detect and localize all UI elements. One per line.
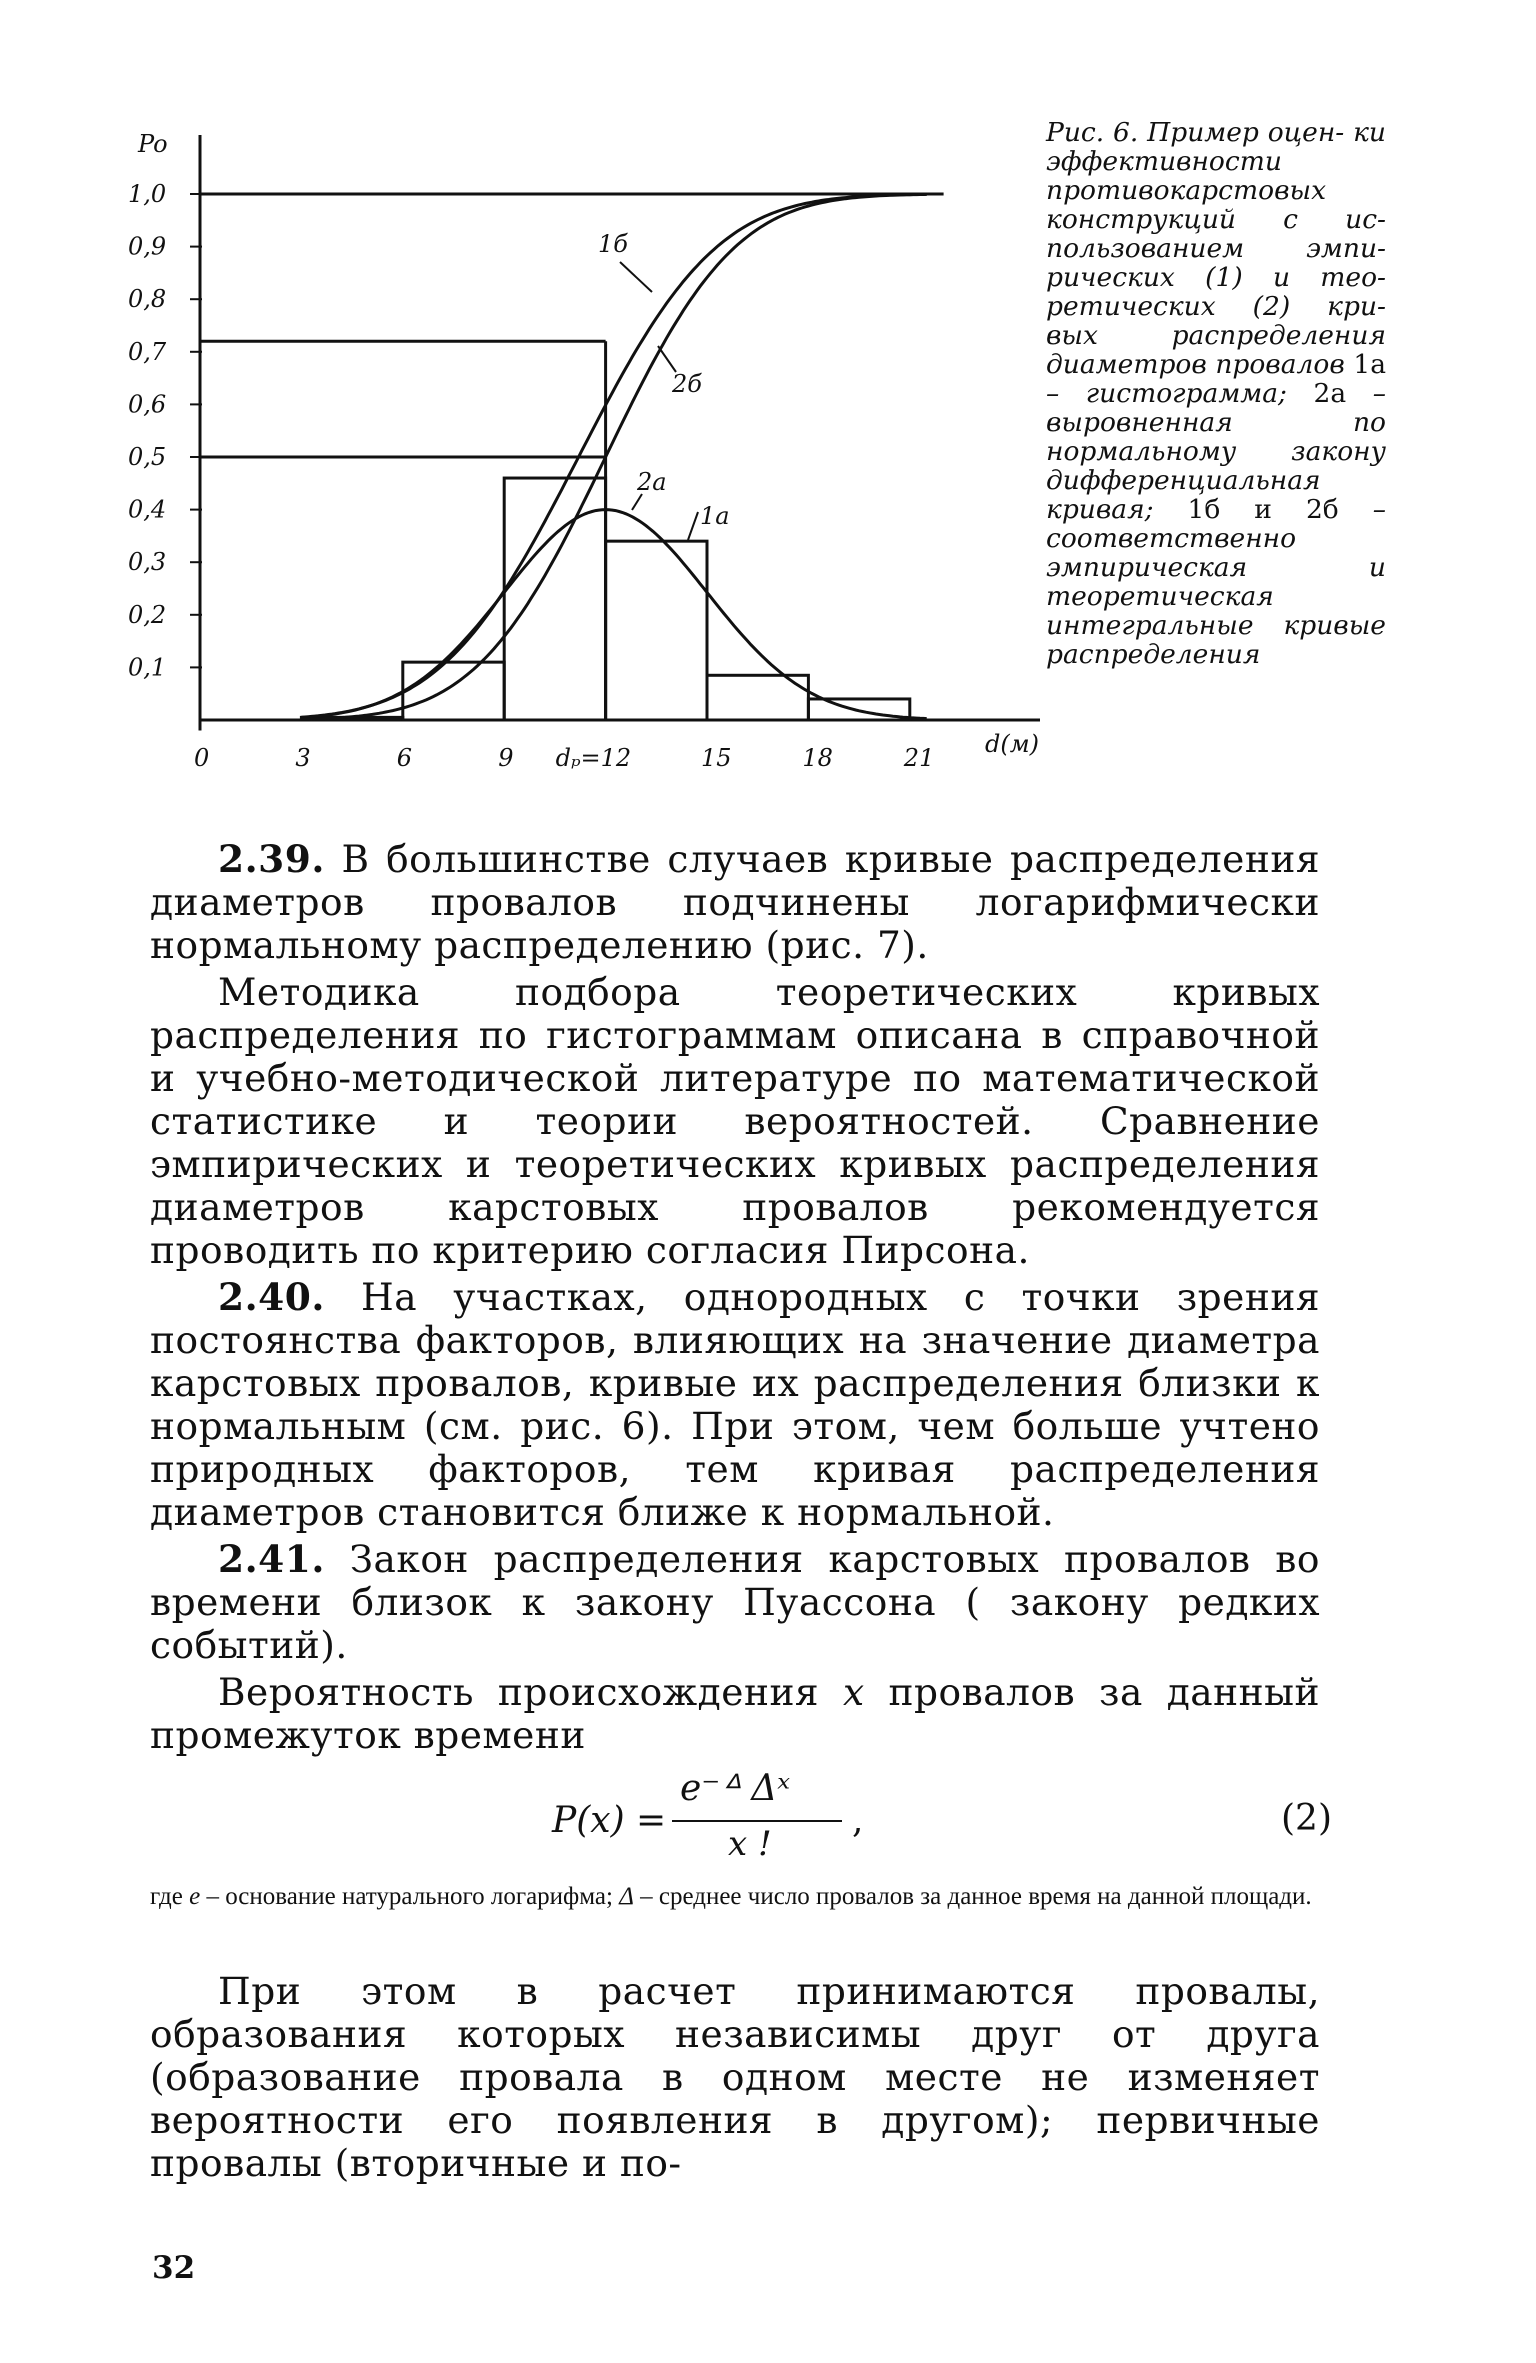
caption-line-2: противокарстовых bbox=[1046, 175, 1327, 206]
section-number: 2.39. bbox=[218, 837, 325, 881]
curve-label-1b: 1б bbox=[598, 230, 628, 258]
y-tick-label: 0,7 bbox=[128, 337, 167, 366]
text-run: Вероятность происхождения bbox=[218, 1670, 843, 1714]
caption-mark-2a: 2а bbox=[1313, 378, 1347, 409]
y-tick-label: 0,9 bbox=[128, 232, 167, 261]
caption-line-6: ретических (2) кри- bbox=[1046, 291, 1386, 322]
body-text-continued bbox=[150, 1970, 1320, 2189]
leader-1a bbox=[688, 512, 698, 540]
y-tick-label: 1,0 bbox=[128, 180, 167, 208]
y-tick-label: 0,2 bbox=[128, 600, 167, 629]
curve-label-2a: 2а bbox=[637, 468, 667, 496]
formula-numerator: e⁻ᐞ Δˣ bbox=[680, 1768, 791, 1809]
y-tick-label: 0,5 bbox=[128, 443, 167, 471]
formula-2 bbox=[552, 1770, 1332, 1880]
x-tick-label: 18 bbox=[802, 744, 833, 772]
symbol-delta: Δ bbox=[619, 1883, 634, 1910]
y-axis-label: Po bbox=[138, 130, 168, 158]
equation-number: (2) bbox=[1281, 1798, 1332, 1839]
variable-x: x bbox=[843, 1670, 865, 1714]
curve-label-2b: 2б bbox=[672, 370, 702, 398]
leader-2a bbox=[632, 494, 642, 510]
x-tick-label: 15 bbox=[701, 744, 732, 772]
x-tick-label: 9 bbox=[498, 744, 514, 772]
leader-1b bbox=[620, 262, 652, 292]
paragraph-text: Закон распределения карстовых провалов во времени близок к закону Пуассона ( закону редких событий). bbox=[150, 1537, 1320, 1667]
footnote bbox=[150, 1882, 1326, 1912]
histogram-bar bbox=[606, 541, 707, 720]
section-number: 2.41. bbox=[218, 1537, 325, 1581]
caption-mark-1b2b: 1б и 2б bbox=[1187, 494, 1339, 525]
text-run: где bbox=[150, 1883, 190, 1910]
paragraph-2-41 bbox=[150, 1538, 1320, 1667]
caption-text-1a: – гистограмма; bbox=[1046, 378, 1287, 409]
caption-line-7: вых распределения bbox=[1046, 320, 1386, 351]
x-tick-label: 21 bbox=[903, 744, 935, 772]
fraction-bar bbox=[672, 1820, 842, 1822]
x-axis-label: d(м) bbox=[985, 730, 1039, 758]
caption-mark-1a: 1а bbox=[1353, 349, 1386, 380]
y-tick-label: 0,1 bbox=[128, 653, 167, 682]
histogram-bar bbox=[403, 662, 504, 720]
paragraph-2-39 bbox=[150, 838, 1320, 967]
formula-denominator: x ! bbox=[728, 1824, 772, 1864]
paragraph-last: При этом в расчет принимаются провалы, образования которых независимы друг от друга (образование провала в одном месте не изменяет вероятности его появления в другом); первичные провалы (вторичные и по- bbox=[150, 1969, 1320, 2185]
text-run: провалов за данный промежуток времени bbox=[150, 1670, 1320, 1757]
caption-text-1b2b: – соответственно эмпирическая и теоретическая интегральные кривые распределения bbox=[1046, 494, 1386, 670]
y-tick-label: 0,4 bbox=[128, 495, 167, 524]
paragraph-text: В большинстве случаев кривые распределения диаметров провалов подчинены логарифмически нормальному распределению (рис. 7). bbox=[150, 837, 1320, 967]
figure-6-chart bbox=[0, 0, 1040, 780]
x-tick-label: dₚ=12 bbox=[555, 744, 632, 772]
symbol-e: e bbox=[189, 1883, 201, 1910]
curve-label-1a: 1а bbox=[700, 502, 730, 530]
histogram-bar bbox=[504, 478, 605, 720]
y-tick-label: 0,3 bbox=[128, 548, 167, 577]
caption-line-3: конструкций с ис- bbox=[1046, 204, 1386, 235]
y-tick-label: 0,8 bbox=[128, 285, 167, 314]
formula-lhs: P(x) = bbox=[552, 1800, 667, 1841]
body-text bbox=[150, 838, 1320, 1761]
caption-line-4: пользованием эмпи- bbox=[1046, 233, 1386, 264]
caption-text-2a: – выровненная по нормальному закону дифференциальная кривая; bbox=[1046, 378, 1386, 525]
x-tick-label: 3 bbox=[295, 744, 311, 772]
text-run: – среднее число провалов за данное время на данной площади. bbox=[633, 1883, 1312, 1910]
text-run: – основание натурального логарифма; bbox=[200, 1883, 620, 1910]
caption-line-8: диаметров провалов bbox=[1046, 349, 1345, 380]
paragraph-probability bbox=[150, 1671, 1320, 1757]
caption-line-1: ки эффективности bbox=[1046, 117, 1386, 177]
figure-caption bbox=[1046, 118, 1386, 669]
formula-tail: , bbox=[852, 1800, 864, 1841]
section-number: 2.40. bbox=[218, 1275, 325, 1319]
paragraph-text: На участках, однородных с точки зрения постоянства факторов, влияющих на значение диаметра карстовых провалов, кривые их распределения близки к нормальным (см. рис. 6). При этом, чем больше учтено природных факторов, тем кривая распределения диаметров становится ближе к нормальной. bbox=[150, 1275, 1320, 1534]
y-tick-label: 0,6 bbox=[128, 390, 167, 419]
leader-2b bbox=[658, 346, 676, 372]
page-number: 32 bbox=[152, 2250, 196, 2286]
caption-line-0: Пример оцен- bbox=[1147, 117, 1345, 148]
x-tick-label: 6 bbox=[396, 744, 413, 772]
paragraph-method: Методика подбора теоретических кривых распределения по гистограммам описана в справочной и учебно-методической литературе по математической статистике и теории вероятностей. Сравнение эмпирических и теоретических кривых распределения диаметров карстовых провалов рекомендуется проводить по критерию согласия Пирсона. bbox=[150, 970, 1320, 1272]
x-tick-label: 0 bbox=[194, 744, 210, 772]
caption-title: Рис. 6. bbox=[1046, 117, 1139, 148]
paragraph-2-40 bbox=[150, 1276, 1320, 1534]
caption-line-5: рических (1) и тео- bbox=[1046, 262, 1386, 293]
